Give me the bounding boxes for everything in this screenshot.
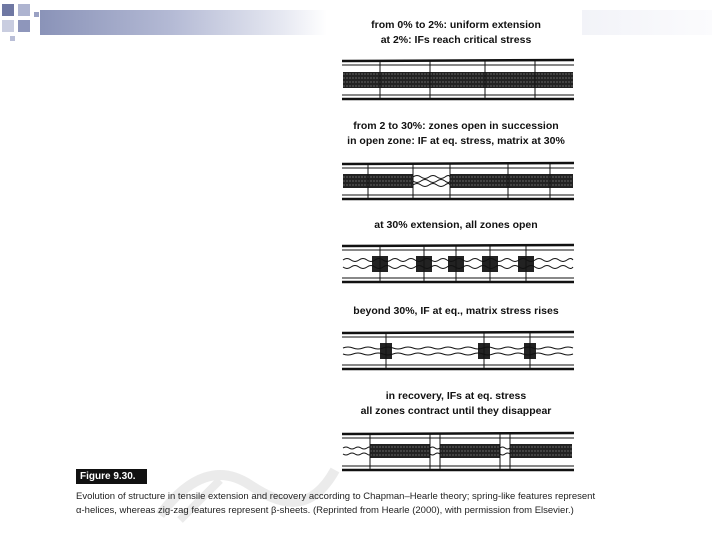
figure-caption: Evolution of structure in tensile extension and recovery according to Chapman–Hearle theory; spring-like features represent α-helices, whereas zig-zag features represent β-sheets. (Reprinted from Hearle (2000), with permission from Elsevier.) xyxy=(76,491,596,516)
stage-1-diagram xyxy=(340,55,576,103)
stage-1-text: from 0% to 2%: uniform extension at 2%: IFs reach critical stress xyxy=(371,19,541,46)
stage-4-text: beyond 30%, IF at eq., matrix stress rises xyxy=(353,305,559,317)
slide-title-bar xyxy=(40,10,327,35)
corner-square xyxy=(34,12,39,17)
corner-square xyxy=(10,36,15,41)
corner-square xyxy=(2,4,14,16)
figure-label: Figure 9.30. xyxy=(76,469,147,484)
corner-square xyxy=(18,4,30,16)
stage-4-diagram xyxy=(340,327,576,375)
stage-5-diagram xyxy=(340,428,576,476)
slide-title-bar-right xyxy=(582,10,712,35)
stage-3-diagram xyxy=(340,240,576,288)
stage-2-diagram xyxy=(340,157,576,205)
corner-square xyxy=(18,20,30,32)
corner-square xyxy=(2,20,14,32)
stage-3-text: at 30% extension, all zones open xyxy=(374,219,538,231)
stage-2-text: from 2 to 30%: zones open in succession in open zone: IF at eq. stress, matrix at 30% xyxy=(347,120,565,147)
stage-5-text: in recovery, IFs at eq. stress all zones contract until they disappear xyxy=(360,390,552,417)
